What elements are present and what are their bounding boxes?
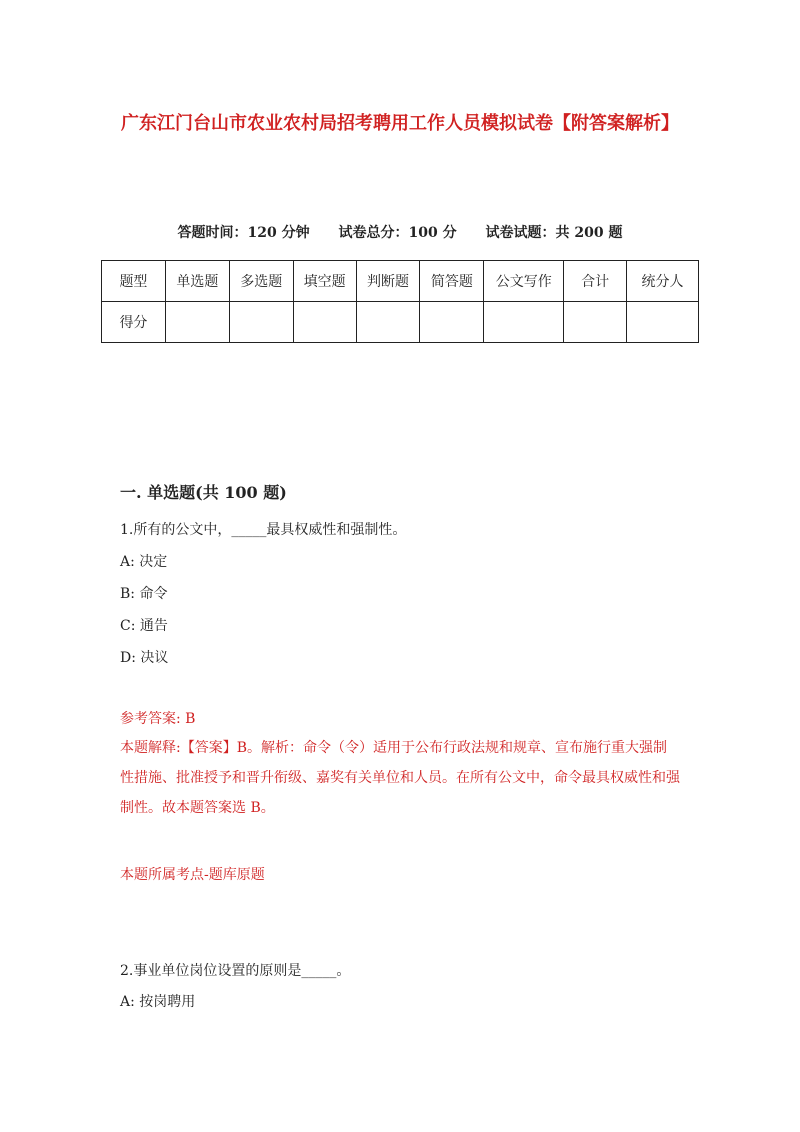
score-table-header: 填空题 [293,261,356,302]
answer-option: B: 命令 [120,586,168,602]
score-table-header: 题型 [102,261,166,302]
answer-explanation: 本题解释:【答案】B。解析：命令（令）适用于公布行政法规和规章、宣布施行重大强制性措施、批准授予和晋升衔级、嘉奖有关单位和人员。在所有公文中，命令最具权威性和强制性。故本题答案选 B。 [120,740,680,816]
score-cell [229,302,293,343]
score-table-header: 公文写作 [484,261,564,302]
score-cell [420,302,484,343]
document-title: 广东江门台山市农业农村局招考聘用工作人员模拟试卷【附答案解析】 [121,113,679,134]
score-row-label: 得分 [102,302,166,343]
score-cell [564,302,627,343]
question-stem: 2.事业单位岗位设置的原则是_____。 [120,963,351,979]
score-table-header: 简答题 [420,261,484,302]
answer-option: C: 通告 [120,618,168,634]
score-table-header: 判断题 [356,261,420,302]
score-cell [293,302,356,343]
answer-option: D: 决议 [120,650,169,666]
score-table-header-row [102,261,699,302]
question-stem: 1.所有的公文中，_____最具权威性和强制性。 [120,522,407,538]
exam-time: 答题时间：120 分钟 [177,225,310,241]
score-table-header: 合计 [564,261,627,302]
score-cell [165,302,229,343]
score-table-header: 统分人 [627,261,699,302]
section-title: 一. 单选题(共 100 题) [120,483,287,502]
score-table-score-row [102,302,699,343]
exam-total-score: 试卷总分：100 分 [338,225,457,241]
exam-meta [100,222,700,242]
score-cell [627,302,699,343]
reference-answer: 参考答案: B [120,711,196,727]
score-cell [484,302,564,343]
answer-option: A: 按岗聘用 [120,994,196,1010]
score-table [101,260,699,343]
score-table-header: 单选题 [165,261,229,302]
question-source: 本题所属考点-题库原题 [120,867,265,883]
score-table-header: 多选题 [229,261,293,302]
answer-option: A: 决定 [120,554,168,570]
score-cell [356,302,420,343]
exam-question-count: 试卷试题：共 200 题 [485,225,623,241]
